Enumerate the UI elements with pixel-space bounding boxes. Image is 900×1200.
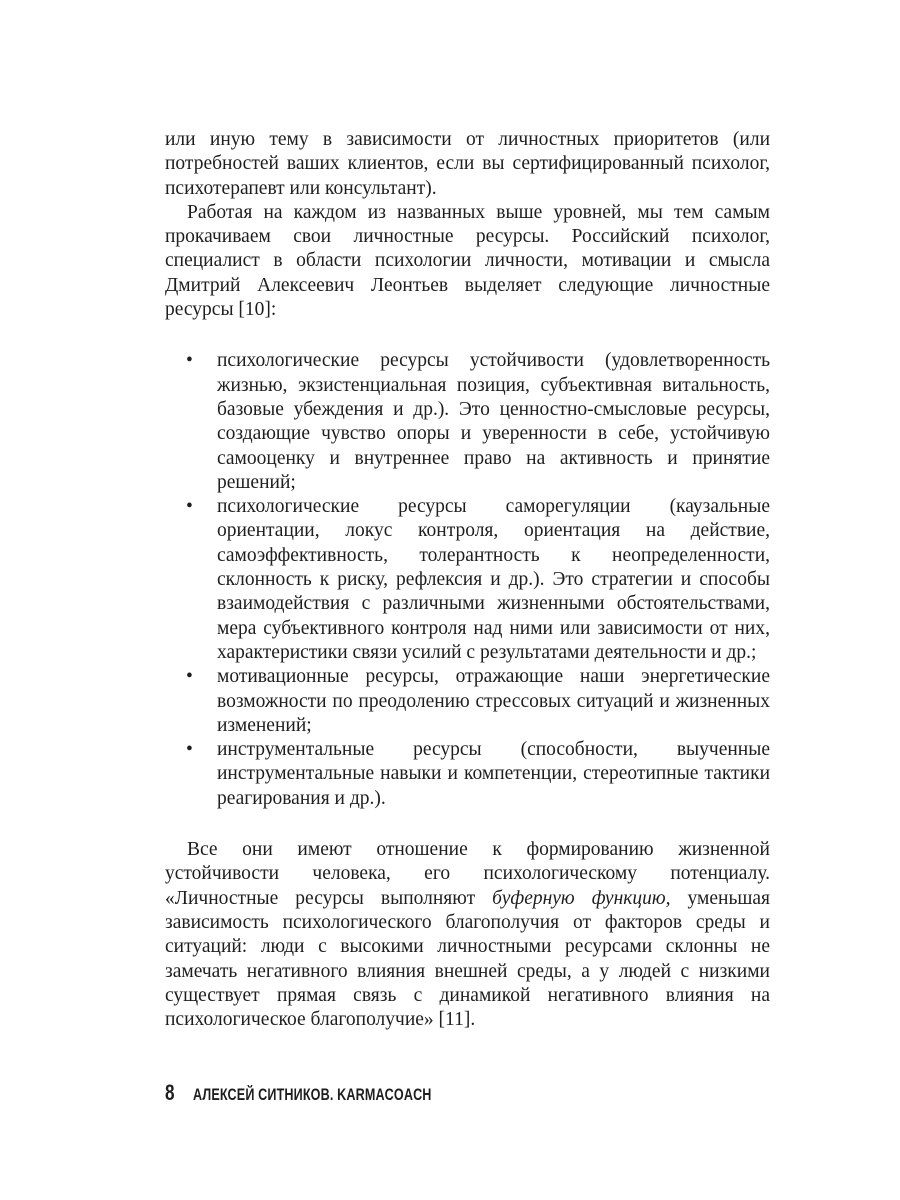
list-item-text: психологические ресурсы устойчивости (удовлетворенность жизнью, экзистенциальная позиция, субъективная витальность, базовые убеждения и др.). Это ценностно-смысловые ресурсы, создающие чувство опоры и уверенности в себе, устойчивую самооценку и внутреннее право на активность и принятие решений;	[217, 350, 770, 493]
resources-intro-paragraph: Работая на каждом из названных выше уровней, мы тем самым прокачиваем свои личностные ресурсы. Российский психолог, специалист в области психологии личности, мотивации и смысла Дмитрий Алексеевич Леонтьев выделяет следующие личностные ресурсы [10]:	[165, 201, 770, 321]
intro-paragraph: или иную тему в зависимости от личностных приоритетов (или потребностей ваших клиентов, если вы сертифицированный психолог, психотерапевт или консультант).	[165, 129, 770, 199]
conclusion-text-part1: Все они имеют отношение к формированию жизненной устойчивости человека, его психологическому потенциалу. «Личностные ресурсы выполняют	[165, 839, 770, 909]
list-item	[165, 495, 770, 665]
list-item-text: мотивационные ресурсы, отражающие наши энергетические возможности по преодолению стрессовых ситуаций и жизненных изменений;	[217, 666, 770, 736]
page-number: 8	[165, 1080, 175, 1105]
running-title: АЛЕКСЕЙ СИТНИКОВ. KARMACOACH	[193, 1085, 432, 1104]
conclusion-text-part2: уменьшая зависимость психологического благополучия от факторов среды и ситуаций: люди с высокими личностными ресурсами склонны не замечать негативного влияния внешней среды, а у людей с низкими существует прямая связь с динамикой негативного влияния на психологическое благополучие» [11].	[165, 887, 770, 1031]
bullet-icon: •	[186, 739, 193, 761]
conclusion-italic-term: буферную функцию,	[492, 887, 671, 909]
page-footer	[165, 1080, 515, 1106]
bullet-icon: •	[186, 350, 193, 372]
list-item	[165, 349, 770, 495]
page-body	[165, 128, 770, 1032]
list-item	[165, 738, 770, 811]
bullet-icon: •	[186, 666, 193, 688]
list-item-text: инструментальные ресурсы (способности, выученные инструментальные навыки и компетенции, стереотипные тактики реагирования и др.).	[217, 739, 770, 809]
bullet-icon: •	[186, 496, 193, 518]
conclusion-paragraph	[165, 838, 770, 1032]
resources-list	[165, 349, 770, 811]
list-item	[165, 665, 770, 738]
list-item-text: психологические ресурсы саморегуляции (каузальные ориентации, локус контроля, ориентация на действие, самоэффективность, толерантность к неопределенности, склонность к риску, рефлексия и др.). Это стратегии и способы взаимодействия с различными жизненными обстоятельствами, мера субъективного контроля над ними или зависимости от них, характеристики связи усилий с результатами деятельности и др.;	[217, 496, 770, 663]
